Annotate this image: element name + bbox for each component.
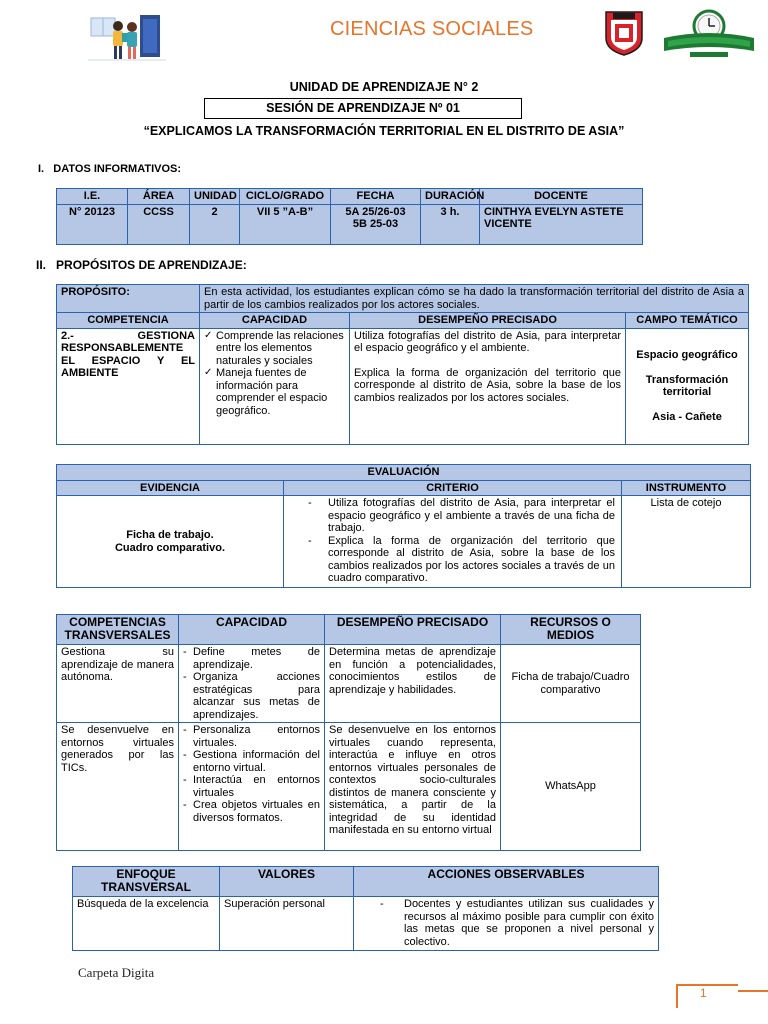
session-subtitle: “EXPLICAMOS LA TRANSFORMACIÓN TERRITORIAL EN EL DISTRITO DE ASIA” [143, 124, 625, 138]
enfoque-header-row [73, 867, 659, 897]
datos-header-row [57, 189, 643, 205]
recursos-value: WhatsApp [501, 723, 641, 851]
docente-value: CINTHYA EVELYN ASTETE VICENTE [480, 204, 643, 244]
competencia-value: 2.- GESTIONA RESPONSABLEMENTE EL ESPACIO Y EL AMBIENTE [57, 328, 200, 444]
accion-item: - Docentes y estudiantes utilizan sus cualidades y recursos al máximo posible para cumplir con éxito las metas que se proponen a nivel personal y colectivo. [380, 898, 654, 948]
header-campo-tematico: CAMPO TEMÁTICO [626, 313, 749, 329]
header-fecha: FECHA [331, 189, 421, 205]
capacidad-list [204, 330, 345, 418]
header-instrumento: INSTRUMENTO [622, 480, 751, 496]
instrumento-value: Lista de cotejo [622, 496, 751, 588]
section-2-number: II. [36, 258, 47, 272]
enfoque-table [72, 866, 659, 951]
header-desempeno-transversal: DESEMPEÑO PRECISADO [325, 615, 501, 645]
header-capacidad-transversal: CAPACIDAD [179, 615, 325, 645]
capacidad-transversal-list [183, 724, 320, 824]
iep-crest-logo-icon [603, 10, 645, 56]
ciclo-value: VII 5 ”A-B” [240, 204, 331, 244]
campo-tematico-cell [626, 328, 749, 444]
capacidad-transversal-list [183, 646, 320, 721]
section-1-title: DATOS INFORMATIVOS: [53, 163, 182, 175]
evaluacion-title: EVALUACIÓN [57, 465, 751, 481]
transversales-row-1 [57, 645, 641, 723]
evaluacion-content-row [57, 496, 751, 588]
capacidad-transversal-item: - Personaliza entornos virtuales. [183, 724, 320, 749]
campo-item: Transformación territorial [645, 373, 729, 398]
unidad-value: 2 [190, 204, 240, 244]
header-docente: DOCENTE [480, 189, 643, 205]
duracion-value: 3 h. [421, 204, 480, 244]
accion-cell [354, 897, 659, 951]
header-recursos: RECURSOS O MEDIOS [501, 615, 641, 645]
evidencia-cell [57, 496, 284, 588]
capacidad-transversal-cell [179, 723, 325, 851]
header-criterio: CRITERIO [284, 480, 622, 496]
capacidad-item: ✓ Maneja fuentes de información para comprender el espacio geográfico. [204, 367, 345, 417]
campo-item: Espacio geográfico [636, 349, 738, 361]
enfoque-value: Búsqueda de la excelencia [73, 897, 220, 951]
desempeno-2: Explica la forma de organización del territorio que corresponde al distrito de Asia, sobre la base de los cambios realizados por los actores sociales. [354, 366, 621, 404]
evaluacion-table [56, 464, 751, 588]
desempeno-cell [350, 328, 626, 444]
header-capacidad: CAPACIDAD [200, 313, 350, 329]
jornada-escolar-completa-logo-icon [660, 8, 758, 60]
fecha-5b: 5B 25-03 [352, 218, 399, 230]
proposito-text: En esta actividad, los estudiantes explican cómo se ha dado la transformación territorial del distrito de Asia a partir de los cambios realizados por los actores sociales. [200, 285, 749, 313]
proposito-label: PROPÓSITO: [57, 285, 200, 313]
header-area: ÁREA [128, 189, 190, 205]
transversales-row-2 [57, 723, 641, 851]
capacidad-transversal-item: - Crea objetos virtuales en diversos formatos. [183, 799, 320, 824]
capacidad-cell [200, 328, 350, 444]
header-evidencia: EVIDENCIA [57, 480, 284, 496]
capacidad-transversal-item: - Gestiona información del entorno virtual. [183, 749, 320, 774]
header-ciclo-grado: CICLO/GRADO [240, 189, 331, 205]
desempeno-transversal: Determina metas de aprendizaje en función a potencialidades, conocimientos estilos de aprendizaje y habilidades. [325, 645, 501, 723]
header-enfoque-transversal: ENFOQUE TRANSVERSAL [73, 867, 220, 897]
criterio-item: - Explica la forma de organización del territorio que corresponde al distrito de Asia, sobre la base de los cambios realizados por los actores sociales a través de un cuadro comparativo. [308, 535, 615, 585]
header-competencias-transversales: COMPETENCIAS TRANSVERSALES [57, 615, 179, 645]
campo-item: Asia - Cañete [652, 410, 722, 423]
area-value: CCSS [128, 204, 190, 244]
section-2-title: PROPÓSITOS DE APRENDIZAJE: [56, 258, 247, 272]
fecha-5a: 5A 25/26-03 [345, 205, 406, 218]
capacidad-item: ✓ Comprende las relaciones entre los elementos naturales y sociales [204, 330, 345, 368]
competencia-transversal: Gestiona su aprendizaje de manera autónoma. [57, 645, 179, 723]
students-illustration-icon [88, 12, 166, 64]
header-ie: I.E. [57, 189, 128, 205]
section-2-heading [36, 258, 247, 272]
valor-value: Superación personal [220, 897, 354, 951]
competencia-transversal: Se desenvuelve en entornos virtuales generados por las TICs. [57, 723, 179, 851]
propositos-header-row [57, 313, 749, 329]
header-valores: VALORES [220, 867, 354, 897]
datos-informativos-table [56, 188, 643, 245]
page-number: 1 [700, 986, 707, 1000]
section-1-heading [38, 163, 181, 175]
datos-value-row [57, 204, 643, 244]
accion-list [380, 898, 654, 948]
enfoque-content-row [73, 897, 659, 951]
proposito-row [57, 285, 749, 313]
evidencia-item: Cuadro comparativo. [114, 541, 226, 554]
header-competencia: COMPETENCIA [57, 313, 200, 329]
header-acciones-observables: ACCIONES OBSERVABLES [354, 867, 659, 897]
desempeno-transversal: Se desenvuelve en los entornos virtuales cuando representa, interactúa e influye en otros entornos virtuales personales de contextos socio-culturales distintos de manera consciente y sistemática, a partir de la integridad de su identidad manifestada en su entorno virtual [325, 723, 501, 851]
criterio-cell [284, 496, 622, 588]
header-desempeno: DESEMPEÑO PRECISADO [350, 313, 626, 329]
page-number-frame [676, 984, 738, 1008]
fecha-value [331, 204, 421, 244]
footer-rule [738, 990, 768, 992]
evidencia-item: Ficha de trabajo. [126, 529, 214, 541]
propositos-table [56, 284, 749, 445]
section-1-number: I. [38, 163, 45, 175]
evaluacion-title-row [57, 465, 751, 481]
propositos-content-row [57, 328, 749, 444]
transversales-table [56, 614, 641, 851]
session-title: SESIÓN DE APRENDIZAJE Nº 01 [204, 98, 522, 119]
ie-value: N° 20123 [57, 204, 128, 244]
evaluacion-header-row [57, 480, 751, 496]
header-unidad: UNIDAD [190, 189, 240, 205]
capacidad-transversal-item: - Define metes de aprendizaje. [183, 646, 320, 671]
criterio-item: - Utiliza fotografías del distrito de Asia, para interpretar el espacio geográfico y el ambiente a través de una ficha de trabajo. [308, 497, 615, 535]
criterio-list [308, 497, 615, 585]
recursos-value: Ficha de trabajo/Cuadro comparativo [501, 645, 641, 723]
capacidad-transversal-item: - Organiza acciones estratégicas para alcanzar sus metas de aprendizajes. [183, 671, 320, 721]
capacidad-transversal-cell [179, 645, 325, 723]
transversales-header-row [57, 615, 641, 645]
desempeno-1: Utiliza fotografías del distrito de Asia, para interpretar el espacio geográfico y el ambiente. [354, 329, 621, 354]
header-duracion: DURACIÓN [421, 189, 480, 205]
footer-text: Carpeta Digita [78, 965, 155, 980]
capacidad-transversal-item: - Interactúa en entornos virtuales [183, 774, 320, 799]
page-title: CIENCIAS SOCIALES [330, 18, 534, 40]
unit-title: UNIDAD DE APRENDIZAJE N° 2 [289, 80, 479, 94]
